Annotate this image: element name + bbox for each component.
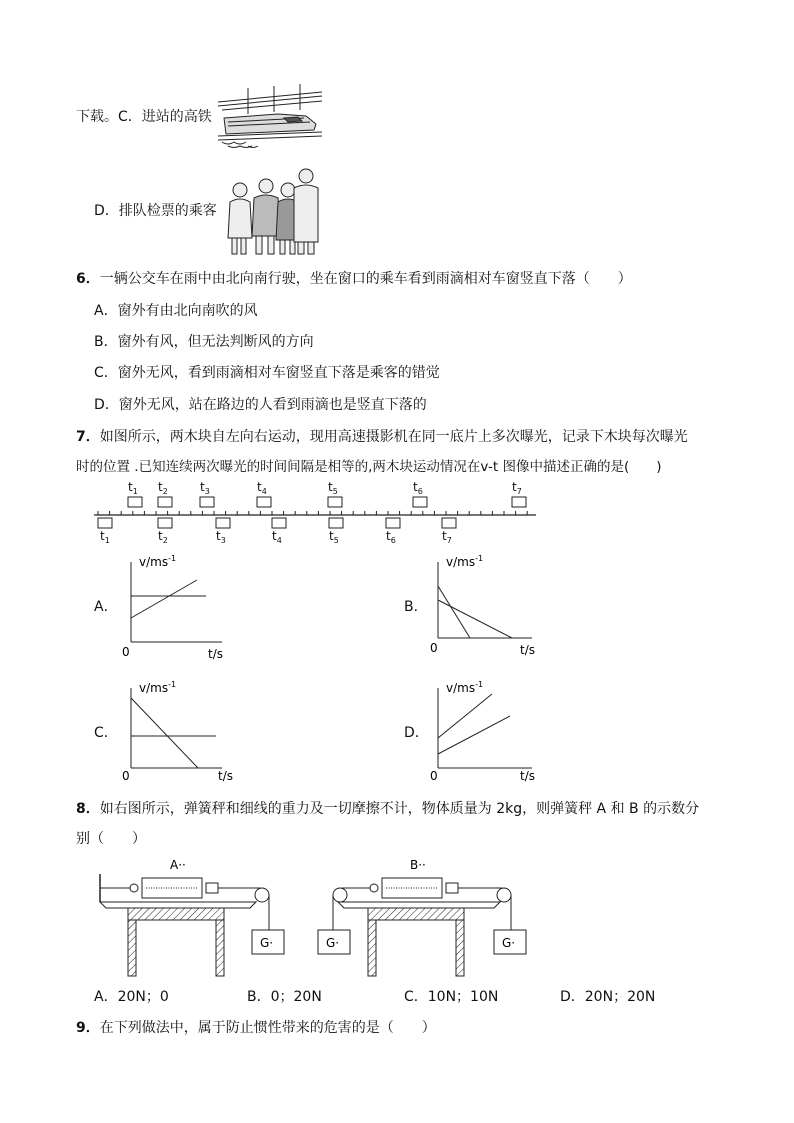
q7-stem-line1: 7．如图所示，两木块自左向右运动，现用高速摄影机在同一底片上多次曝光，记录下木块每次曝光 xyxy=(76,429,688,445)
bottom-block-5 xyxy=(329,518,343,528)
pulley-a xyxy=(255,888,269,902)
q7-option-c-label: C． xyxy=(94,725,118,741)
scale-a-label: A·· xyxy=(170,858,186,872)
graph-b-xlabel: t/s xyxy=(520,643,535,657)
q7-option-a-label: A． xyxy=(94,599,118,615)
graph-d-origin: 0 xyxy=(430,769,438,783)
top-label-t5: $t_5$ xyxy=(328,480,338,496)
bottom-label-t7: $t_7$ xyxy=(442,529,452,544)
q8-option-b: B．0；20N xyxy=(247,989,322,1005)
bottom-label-t3: $t_3$ xyxy=(216,529,226,544)
top-block-2 xyxy=(158,497,172,507)
top-label-t1: $t_1$ xyxy=(128,480,138,496)
top-label-t2: $t_2$ xyxy=(158,480,168,496)
bottom-label-t4: $t_4$ xyxy=(272,529,282,544)
bottom-label-t6: $t_6$ xyxy=(386,529,396,544)
q7-exposure-figure xyxy=(92,478,540,544)
bottom-label-t2: $t_2$ xyxy=(158,529,168,544)
graph-a-ylabel: $v/ms^{-1}$ xyxy=(139,554,177,569)
q8-option-a: A．20N；0 xyxy=(94,989,169,1005)
q6-option-c: C．窗外无风，看到雨滴相对车窗竖直下落是乘客的错觉 xyxy=(94,365,440,381)
setup-b xyxy=(318,858,526,976)
bottom-label-t1: $t_1$ xyxy=(100,529,110,544)
weight-b-right-label: G· xyxy=(502,936,516,950)
q9-stem: 9．在下列做法中，属于防止惯性带来的危害的是（ ） xyxy=(76,1020,436,1036)
q5-option-d: D．排队检票的乘客 xyxy=(94,203,217,219)
top-label-t3: $t_3$ xyxy=(200,480,210,496)
top-block-4 xyxy=(257,497,271,507)
bottom-block-6 xyxy=(386,518,400,528)
q7-stem-line2: 时的位置 .已知连续两次曝光的时间间隔是相等的,两木块运动情况在v-t 图像中描述正确的是( ) xyxy=(76,459,662,475)
weight-b-left-label: G· xyxy=(326,936,340,950)
q5-option-c: 下载。C．进站的高铁 xyxy=(76,109,212,125)
q7-graph-a xyxy=(110,548,230,660)
q6-option-b: B．窗外有风，但无法判断风的方向 xyxy=(94,334,314,350)
top-block-1 xyxy=(128,497,142,507)
top-block-6 xyxy=(413,497,427,507)
graph-d-ylabel: $v/ms^{-1}$ xyxy=(446,680,484,695)
queue-passengers-image xyxy=(226,164,320,256)
graph-d-xlabel: t/s xyxy=(520,769,535,783)
q7-graph-b xyxy=(420,548,544,660)
q7-graph-c xyxy=(110,674,240,786)
bottom-block-7 xyxy=(442,518,456,528)
q8-spring-scale-figure xyxy=(92,852,532,982)
graph-c-ylabel: $v/ms^{-1}$ xyxy=(139,680,177,695)
high-speed-train-image xyxy=(218,84,324,150)
q7-option-d-label: D． xyxy=(404,725,429,741)
bottom-label-t5: $t_5$ xyxy=(329,529,339,544)
q8-stem-line2: 别（ ） xyxy=(76,831,146,847)
q7-option-b-label: B． xyxy=(404,599,428,615)
graph-c-xlabel: t/s xyxy=(218,769,233,783)
bottom-block-2 xyxy=(158,518,172,528)
q8-stem-line1: 8．如右图所示，弹簧秤和细线的重力及一切摩擦不计，物体质量为 2kg，则弹簧秤 A 和 B 的示数分 xyxy=(76,801,700,817)
top-block-5 xyxy=(328,497,342,507)
q8-option-c: C．10N；10N xyxy=(404,989,499,1005)
pulley-b-left xyxy=(333,888,347,902)
scale-b-label: B·· xyxy=(410,858,426,872)
q7-graph-d xyxy=(420,674,544,786)
top-block-7 xyxy=(512,497,526,507)
q6-stem: 6．一辆公交车在雨中由北向南行驶，坐在窗口的乘车看到雨滴相对车窗竖直下落（ ） xyxy=(76,271,632,287)
setup-a xyxy=(100,858,284,976)
q6-option-d: D．窗外无风，站在路边的人看到雨滴也是竖直下落的 xyxy=(94,397,427,413)
bottom-block-3 xyxy=(216,518,230,528)
top-label-t6: $t_6$ xyxy=(413,480,423,496)
graph-c-origin: 0 xyxy=(122,769,130,783)
top-label-t4: $t_4$ xyxy=(257,480,267,496)
q6-option-a: A．窗外有由北向南吹的风 xyxy=(94,303,258,319)
graph-a-origin: 0 xyxy=(122,645,130,659)
top-label-t7: $t_7$ xyxy=(512,480,522,496)
pulley-b-right xyxy=(497,888,511,902)
top-block-3 xyxy=(200,497,214,507)
graph-b-ylabel: $v/ms^{-1}$ xyxy=(446,554,484,569)
bottom-block-4 xyxy=(272,518,286,528)
bottom-block-1 xyxy=(98,518,112,528)
q8-option-d: D．20N；20N xyxy=(560,989,656,1005)
graph-b-origin: 0 xyxy=(430,641,438,655)
weight-a-label: G· xyxy=(260,936,274,950)
graph-a-xlabel: t/s xyxy=(208,647,223,660)
